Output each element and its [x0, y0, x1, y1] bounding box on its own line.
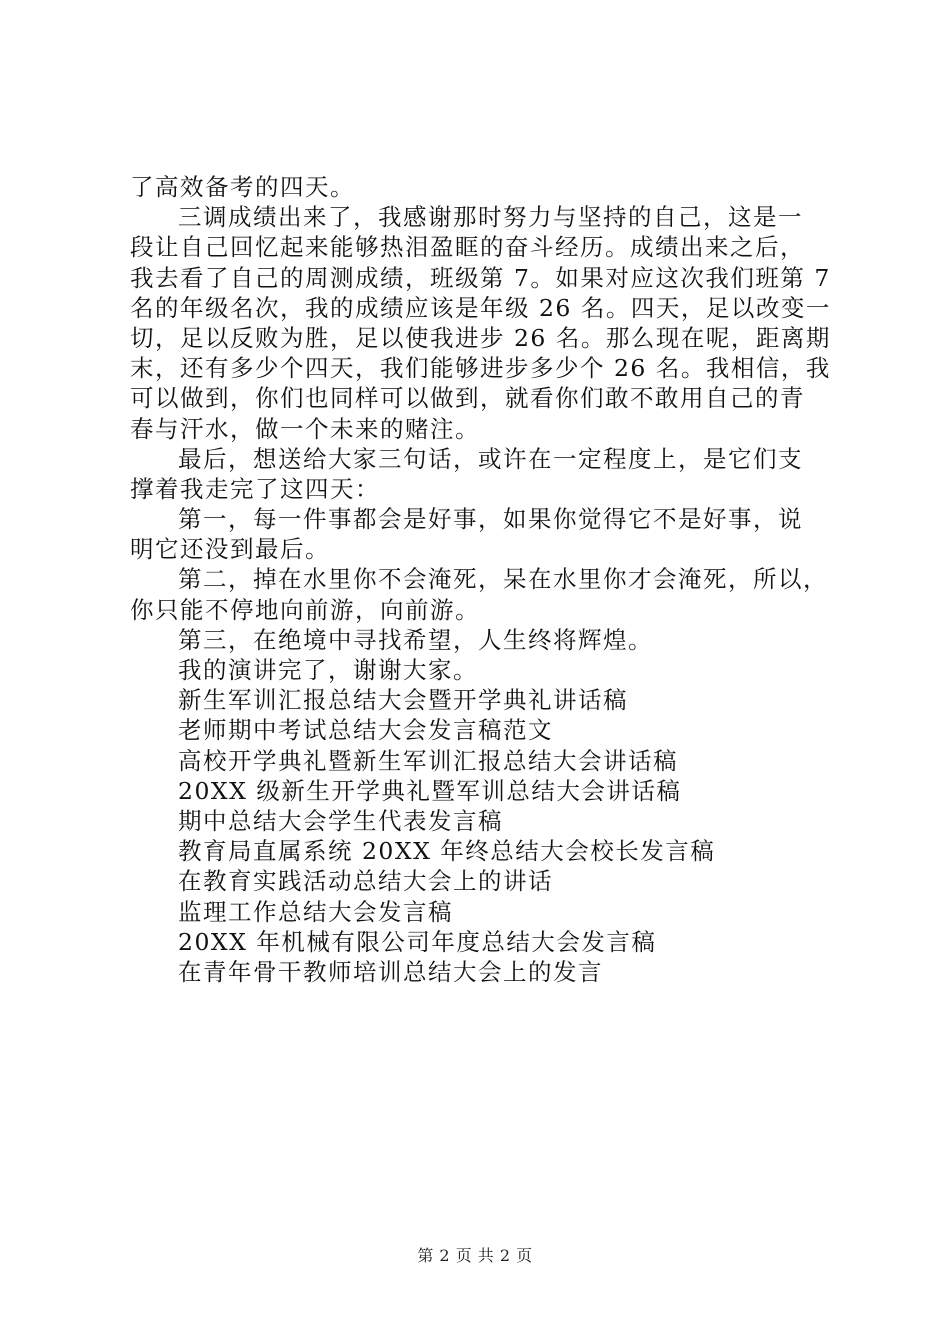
text-line: 你只能不停地向前游，向前游。 [130, 595, 480, 624]
page-footer [0, 1243, 950, 1266]
text-line: 切，足以反败为胜，足以使我进步 26 名。那么现在呢，距离期 [130, 323, 831, 352]
related-article-link[interactable]: 期中总结大会学生代表发言稿 [178, 806, 503, 835]
text-line: 第二，掉在水里你不会淹死，呆在水里你才会淹死，所以， [178, 565, 828, 594]
related-article-link[interactable]: 监理工作总结大会发言稿 [178, 897, 453, 926]
text-line: 明它还没到最后。 [130, 535, 330, 564]
text-line: 三调成绩出来了，我感谢那时努力与坚持的自己，这是一 [178, 203, 803, 232]
related-articles-list [130, 685, 830, 987]
related-article-link[interactable]: 在教育实践活动总结大会上的讲话 [178, 867, 553, 896]
related-article-link[interactable]: 高校开学典礼暨新生军训汇报总结大会讲话稿 [178, 746, 678, 775]
text-line: 我去看了自己的周测成绩，班级第 7。如果对应这次我们班第 7 [130, 263, 831, 292]
related-article-link[interactable]: 新生军训汇报总结大会暨开学典礼讲话稿 [178, 686, 628, 715]
text-line: 第三，在绝境中寻找希望，人生终将辉煌。 [178, 625, 653, 654]
text-line: 可以做到，你们也同样可以做到，就看你们敢不敢用自己的青 [130, 384, 805, 413]
related-article-link[interactable]: 20XX 级新生开学典礼暨军训总结大会讲话稿 [178, 776, 682, 805]
related-article-link[interactable]: 老师期中考试总结大会发言稿范文 [178, 716, 553, 745]
related-article-link[interactable]: 20XX 年机械有限公司年度总结大会发言稿 [178, 927, 657, 956]
page-number: 第 2 页 共 2 页 [417, 1246, 533, 1265]
text-line: 名的年级名次，我的成绩应该是年级 26 名。四天，足以改变一 [130, 293, 831, 322]
text-line: 最后，想送给大家三句话，或许在一定程度上，是它们支 [178, 444, 803, 473]
text-line: 末，还有多少个四天，我们能够进步多少个 26 名。我相信，我 [130, 354, 831, 383]
text-line: 了高效备考的四天。 [130, 173, 355, 201]
text-line: 撑着我走完了这四天： [130, 474, 380, 503]
related-article-link[interactable]: 教育局直属系统 20XX 年终总结大会校长发言稿 [178, 837, 716, 866]
text-line: 段让自己回忆起来能够热泪盈眶的奋斗经历。成绩出来之后， [130, 233, 805, 262]
document-body [130, 172, 830, 987]
text-line: 春与汗水，做一个未来的赌注。 [130, 414, 480, 443]
text-line: 第一，每一件事都会是好事，如果你觉得它不是好事，说 [178, 505, 803, 534]
related-article-link[interactable]: 在青年骨干教师培训总结大会上的发言 [178, 957, 603, 986]
speech-text [130, 172, 830, 685]
text-line: 我的演讲完了，谢谢大家。 [178, 656, 478, 684]
